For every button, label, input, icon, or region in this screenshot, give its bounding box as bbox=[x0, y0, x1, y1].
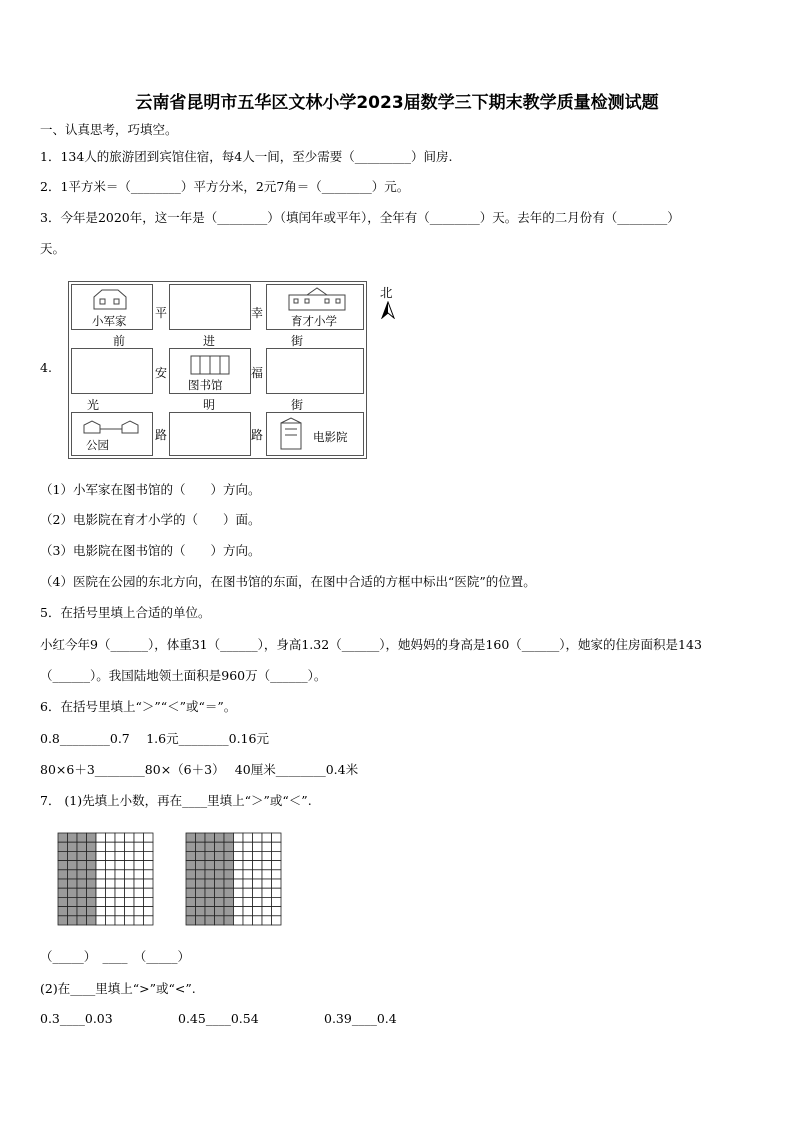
grid-cell bbox=[205, 897, 215, 906]
grid-cell bbox=[272, 916, 282, 925]
grid-cell bbox=[58, 897, 68, 906]
grid-cell bbox=[186, 833, 196, 842]
grid-cell bbox=[272, 833, 282, 842]
grid-cell bbox=[186, 916, 196, 925]
grid-cell bbox=[96, 888, 106, 897]
grid-cell bbox=[196, 842, 206, 851]
grid-cell bbox=[224, 870, 234, 879]
house-icon bbox=[92, 287, 128, 311]
grid-cell bbox=[77, 870, 87, 879]
grid-cell bbox=[58, 861, 68, 870]
grid-cell bbox=[253, 888, 263, 897]
grid-cell bbox=[234, 916, 244, 925]
grid-cell bbox=[134, 842, 144, 851]
grid-cell bbox=[96, 861, 106, 870]
grid-cell bbox=[224, 897, 234, 906]
grid-cell bbox=[215, 897, 225, 906]
grid-cell bbox=[115, 888, 125, 897]
grid-cell bbox=[58, 842, 68, 851]
road-char-jin: 进 bbox=[203, 334, 216, 348]
grid-cell bbox=[186, 861, 196, 870]
grid-cell bbox=[106, 833, 116, 842]
grid-cell bbox=[125, 897, 135, 906]
grid-cell bbox=[272, 879, 282, 888]
grid-cell bbox=[262, 861, 272, 870]
grid-cell bbox=[224, 888, 234, 897]
grid-cell bbox=[134, 861, 144, 870]
question-4-2: （2）电影院在育才小学的（ ）面。 bbox=[40, 512, 261, 527]
grid-cell bbox=[58, 907, 68, 916]
grid-cell bbox=[234, 833, 244, 842]
question-2: 2．1平方米＝（________）平方分米，2元7角＝（________）元。 bbox=[40, 179, 410, 194]
question-6-line1: 0.8________0.7 1.6元________0.16元 bbox=[40, 731, 269, 746]
grid-cell bbox=[196, 879, 206, 888]
grid-cell bbox=[96, 879, 106, 888]
grid-cell bbox=[234, 842, 244, 851]
grid-cell bbox=[106, 907, 116, 916]
question-7: 7． (1)先填上小数，再在____里填上“＞”或“＜”. bbox=[40, 793, 312, 808]
question-3-line2: 天。 bbox=[40, 241, 66, 256]
grid-cell bbox=[106, 916, 116, 925]
grid-cell bbox=[77, 897, 87, 906]
grid-cell bbox=[125, 888, 135, 897]
block-top-right bbox=[266, 284, 364, 330]
grid-cell bbox=[186, 879, 196, 888]
grid-cell bbox=[215, 833, 225, 842]
grid-cell bbox=[68, 861, 78, 870]
grid-cell bbox=[134, 888, 144, 897]
grid-cell bbox=[205, 907, 215, 916]
grid-cell bbox=[224, 833, 234, 842]
section-heading: 一、认真思考，巧填空。 bbox=[40, 122, 178, 137]
grid-cell bbox=[106, 879, 116, 888]
grid-cell bbox=[58, 879, 68, 888]
grid-cell bbox=[243, 879, 253, 888]
grid-cell bbox=[215, 879, 225, 888]
grid-cell bbox=[272, 842, 282, 851]
grid-cell bbox=[196, 870, 206, 879]
road-char-guang: 光 bbox=[87, 398, 100, 412]
grid-cell bbox=[87, 851, 97, 860]
street-map bbox=[68, 281, 367, 459]
grid-cell bbox=[215, 861, 225, 870]
question-5-line1: 小红今年9（______），体重31（______），身高1.32（______），她妈妈的身高是160（______），她家的住房面积是143 bbox=[40, 637, 702, 652]
grid-cell bbox=[205, 861, 215, 870]
grid-cell bbox=[144, 870, 154, 879]
grid-cell bbox=[115, 833, 125, 842]
grid-cell bbox=[253, 897, 263, 906]
grid-cell bbox=[68, 870, 78, 879]
question-4-4: （4）医院在公园的东北方向，在图书馆的东面，在图中合适的方框中标出“医院”的位置。 bbox=[40, 574, 536, 589]
grid-cell bbox=[68, 842, 78, 851]
compare-1: 0.3____0.03 bbox=[40, 1011, 113, 1026]
block-top-left bbox=[71, 284, 153, 330]
grid-cell bbox=[196, 851, 206, 860]
grid-cell bbox=[106, 842, 116, 851]
grid-cell bbox=[205, 851, 215, 860]
grid-cell bbox=[196, 916, 206, 925]
grid-cell bbox=[224, 842, 234, 851]
grid-cell bbox=[125, 861, 135, 870]
grid-cell bbox=[96, 916, 106, 925]
grid-cell bbox=[144, 861, 154, 870]
grid-cell bbox=[115, 842, 125, 851]
grid-cell bbox=[87, 879, 97, 888]
grid-cell bbox=[115, 851, 125, 860]
road-char-qian: 前 bbox=[113, 334, 126, 348]
grid-cell bbox=[262, 907, 272, 916]
grid-cell bbox=[77, 861, 87, 870]
grid-cell bbox=[262, 879, 272, 888]
grid-cell bbox=[272, 870, 282, 879]
grid-cell bbox=[243, 861, 253, 870]
grid-cell bbox=[234, 851, 244, 860]
grid-cell bbox=[253, 861, 263, 870]
north-arrow-icon bbox=[381, 301, 395, 319]
grid-cell bbox=[234, 879, 244, 888]
question-7-part2: (2)在____里填上“>”或“<”. bbox=[40, 981, 196, 996]
grid-cell bbox=[77, 851, 87, 860]
grid-cell bbox=[106, 897, 116, 906]
grid-cell bbox=[272, 888, 282, 897]
grid-cell bbox=[125, 870, 135, 879]
grid-cell bbox=[186, 842, 196, 851]
grid-cell bbox=[77, 916, 87, 925]
grid-cell bbox=[77, 879, 87, 888]
grid-cell bbox=[262, 851, 272, 860]
block-bottom-middle bbox=[169, 412, 251, 456]
grid-cell bbox=[106, 861, 116, 870]
grid-cell bbox=[87, 842, 97, 851]
grid-cell bbox=[253, 879, 263, 888]
grid-cell bbox=[272, 897, 282, 906]
grid-cell bbox=[87, 916, 97, 925]
grid-cell bbox=[68, 888, 78, 897]
grid-cell bbox=[68, 833, 78, 842]
grid-cell bbox=[215, 842, 225, 851]
grid-cell bbox=[144, 842, 154, 851]
grid-cell bbox=[205, 879, 215, 888]
grid-cell bbox=[144, 897, 154, 906]
grid-cell bbox=[134, 851, 144, 860]
grid-cell bbox=[243, 888, 253, 897]
grid-cell bbox=[58, 888, 68, 897]
grid-cell bbox=[205, 916, 215, 925]
road-char-lu-1: 路 bbox=[155, 428, 168, 442]
page-title: 云南省昆明市五华区文林小学2023届数学三下期末教学质量检测试题 bbox=[135, 93, 659, 113]
block-top-middle bbox=[169, 284, 251, 330]
block-center bbox=[169, 348, 251, 394]
grid-cell bbox=[234, 907, 244, 916]
grid-cell bbox=[68, 897, 78, 906]
grid-cell bbox=[77, 907, 87, 916]
block-mid-right bbox=[266, 348, 364, 394]
question-5: 5．在括号里填上合适的单位。 bbox=[40, 605, 211, 620]
question-4-number: 4. bbox=[40, 360, 52, 375]
road-char-lu-2: 路 bbox=[251, 428, 264, 442]
grid-cell bbox=[144, 851, 154, 860]
grid-cell bbox=[215, 870, 225, 879]
label-library: 图书馆 bbox=[188, 378, 223, 392]
grid-cell bbox=[243, 916, 253, 925]
grid-cell bbox=[144, 879, 154, 888]
grid-cell bbox=[196, 907, 206, 916]
grid-cell bbox=[253, 833, 263, 842]
question-3-line1: 3．今年是2020年，这一年是（________）（填闰年或平年），全年有（________）天。去年的二月份有（________） bbox=[40, 210, 680, 225]
grid-cell bbox=[87, 897, 97, 906]
grid-cell bbox=[96, 851, 106, 860]
grid-cell bbox=[106, 851, 116, 860]
grid-cell bbox=[196, 897, 206, 906]
grid-cell bbox=[224, 916, 234, 925]
grid-cell bbox=[186, 907, 196, 916]
label-cinema: 电影院 bbox=[313, 430, 348, 444]
grid-cell bbox=[77, 833, 87, 842]
grid-cell bbox=[68, 916, 78, 925]
question-5-line2: （______）。我国陆地领土面积是960万（______）。 bbox=[40, 668, 327, 683]
park-icon bbox=[82, 417, 142, 435]
grid-cell bbox=[106, 888, 116, 897]
road-char-fu: 福 bbox=[251, 366, 264, 380]
grid-cell bbox=[224, 861, 234, 870]
grid-cell bbox=[205, 870, 215, 879]
grid-cell bbox=[115, 907, 125, 916]
school-icon bbox=[285, 287, 349, 311]
grid-cell bbox=[106, 870, 116, 879]
grid-cell bbox=[272, 907, 282, 916]
grid-cell bbox=[186, 897, 196, 906]
grid-cell bbox=[196, 833, 206, 842]
grid-cell bbox=[87, 861, 97, 870]
grid-cell bbox=[215, 888, 225, 897]
library-icon bbox=[188, 351, 232, 375]
grid-cell bbox=[96, 907, 106, 916]
grid-cell bbox=[134, 879, 144, 888]
road-char-ping: 平 bbox=[155, 306, 168, 320]
block-mid-left bbox=[71, 348, 153, 394]
grid-cell bbox=[262, 833, 272, 842]
grid-cell bbox=[234, 870, 244, 879]
grid-cell bbox=[215, 851, 225, 860]
grid-cell bbox=[253, 907, 263, 916]
grid-cell bbox=[96, 870, 106, 879]
label-yucai-school: 育才小学 bbox=[291, 314, 337, 328]
grid-cell bbox=[243, 833, 253, 842]
grid-cell bbox=[134, 907, 144, 916]
grid-cell bbox=[96, 897, 106, 906]
grid-cell bbox=[215, 916, 225, 925]
grid-cell bbox=[77, 842, 87, 851]
grid-cell bbox=[243, 851, 253, 860]
road-char-ming: 明 bbox=[203, 398, 216, 412]
question-6-line2: 80×6＋3________80×（6＋3） 40厘米________0.4米 bbox=[40, 762, 359, 777]
grid-cell bbox=[68, 907, 78, 916]
grid-cell bbox=[144, 916, 154, 925]
compare-3: 0.39____0.4 bbox=[324, 1011, 397, 1026]
grid-cell bbox=[87, 833, 97, 842]
grid-cell bbox=[87, 907, 97, 916]
grid-cell bbox=[262, 916, 272, 925]
block-bottom-left bbox=[71, 412, 153, 456]
grid-cell bbox=[186, 851, 196, 860]
grid-cell bbox=[205, 842, 215, 851]
north-label: 北 bbox=[380, 285, 393, 300]
grid-cell bbox=[58, 870, 68, 879]
question-6: 6．在括号里填上“＞”“＜”或“＝”。 bbox=[40, 699, 237, 714]
grid-cell bbox=[125, 833, 135, 842]
cinema-icon bbox=[277, 417, 305, 451]
grid-cell bbox=[96, 842, 106, 851]
grid-cell bbox=[115, 897, 125, 906]
grid-cell bbox=[262, 897, 272, 906]
grid-cell bbox=[87, 870, 97, 879]
grid-cell bbox=[77, 888, 87, 897]
grid-cell bbox=[243, 870, 253, 879]
grid-cell bbox=[115, 879, 125, 888]
grid-cell bbox=[125, 851, 135, 860]
grid-cell bbox=[125, 879, 135, 888]
grid-cell bbox=[68, 879, 78, 888]
grid-cell bbox=[58, 833, 68, 842]
grid-cell bbox=[125, 907, 135, 916]
grid-cell bbox=[196, 888, 206, 897]
grid-cell bbox=[144, 888, 154, 897]
grid-cell bbox=[134, 916, 144, 925]
grid-cell bbox=[205, 888, 215, 897]
grid-cell bbox=[234, 897, 244, 906]
grid-cell bbox=[134, 897, 144, 906]
grid-cell bbox=[234, 861, 244, 870]
question-1: 1．134人的旅游团到宾馆住宿，每4人一间，至少需要（_________）间房. bbox=[40, 149, 453, 164]
grid-cell bbox=[224, 851, 234, 860]
grid-cell bbox=[205, 833, 215, 842]
road-char-xing: 幸 bbox=[251, 306, 264, 320]
grid-cell bbox=[115, 861, 125, 870]
road-char-jie-2: 街 bbox=[291, 398, 304, 412]
compare-2: 0.45____0.54 bbox=[178, 1011, 259, 1026]
grid-cell bbox=[115, 916, 125, 925]
label-xiaojun-home: 小军家 bbox=[92, 314, 127, 328]
decimal-grid-2 bbox=[185, 832, 282, 926]
grid-cell bbox=[125, 916, 135, 925]
grid-cell bbox=[243, 897, 253, 906]
grid-cell bbox=[253, 842, 263, 851]
grid-cell bbox=[224, 907, 234, 916]
grid-cell bbox=[134, 870, 144, 879]
label-park: 公园 bbox=[86, 438, 109, 452]
grid-cell bbox=[58, 916, 68, 925]
grid-cell bbox=[215, 907, 225, 916]
grid-cell bbox=[96, 833, 106, 842]
grid-cell bbox=[68, 851, 78, 860]
question-7-blanks: （_____） ____ （_____） bbox=[40, 949, 191, 964]
grid-cell bbox=[186, 870, 196, 879]
grid-cell bbox=[134, 833, 144, 842]
grid-cell bbox=[144, 833, 154, 842]
grid-cell bbox=[262, 870, 272, 879]
grid-cell bbox=[243, 842, 253, 851]
grid-cell bbox=[253, 916, 263, 925]
grid-cell bbox=[58, 851, 68, 860]
grid-cell bbox=[234, 888, 244, 897]
block-bottom-right bbox=[266, 412, 364, 456]
grid-cell bbox=[224, 879, 234, 888]
question-4-3: （3）电影院在图书馆的（ ）方向。 bbox=[40, 543, 261, 558]
grid-cell bbox=[253, 851, 263, 860]
grid-cell bbox=[196, 861, 206, 870]
decimal-grid-1 bbox=[57, 832, 154, 926]
grid-cell bbox=[272, 861, 282, 870]
question-4-1: （1）小军家在图书馆的（ ）方向。 bbox=[40, 482, 261, 497]
grid-cell bbox=[144, 907, 154, 916]
grid-cell bbox=[253, 870, 263, 879]
grid-cell bbox=[186, 888, 196, 897]
road-char-an: 安 bbox=[155, 366, 168, 380]
grid-cell bbox=[87, 888, 97, 897]
grid-cell bbox=[115, 870, 125, 879]
grid-cell bbox=[262, 888, 272, 897]
grid-cell bbox=[272, 851, 282, 860]
grid-cell bbox=[125, 842, 135, 851]
grid-cell bbox=[262, 842, 272, 851]
grid-cell bbox=[243, 907, 253, 916]
road-char-jie-1: 街 bbox=[291, 334, 304, 348]
